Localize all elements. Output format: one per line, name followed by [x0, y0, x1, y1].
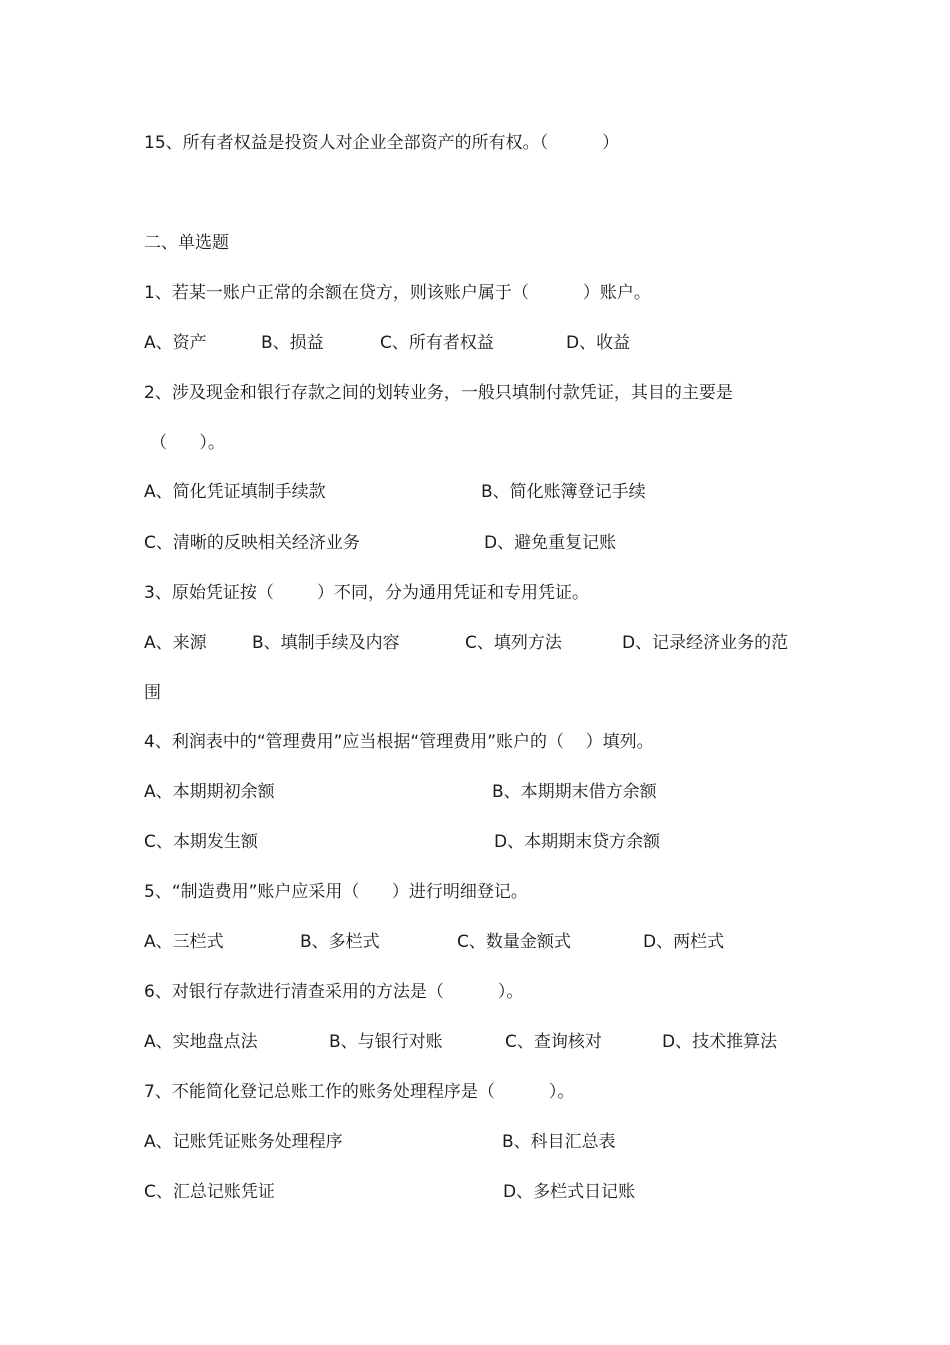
question-6-stem: 6、对银行存款进行清查采用的方法是（ ）。: [144, 982, 524, 1002]
question-5-stem: 5、“制造费用”账户应采用（ ）进行明细登记。: [144, 882, 528, 902]
question-5-option-a: A、三栏式: [144, 932, 224, 952]
question-4-option-a: A、本期期初余额: [144, 782, 275, 802]
question-7-option-d: D、多栏式日记账: [503, 1182, 636, 1202]
question-3-option-b: B、填制手续及内容: [252, 633, 400, 653]
question-4-option-b: B、本期期末借方余额: [492, 782, 657, 802]
question-4-option-d: D、本期期末贷方余额: [494, 832, 661, 852]
question-7-stem: 7、不能简化登记总账工作的账务处理程序是（ ）。: [144, 1082, 575, 1102]
question-2-option-a: A、简化凭证填制手续款: [144, 482, 326, 502]
question-7-option-b: B、科目汇总表: [502, 1132, 616, 1152]
question-2-stem-continuation: （ ）。: [150, 433, 225, 453]
question-6-option-a: A、实地盘点法: [144, 1032, 258, 1052]
question-2-option-b: B、简化账簿登记手续: [481, 482, 646, 502]
question-6-option-d: D、技术推算法: [662, 1032, 778, 1052]
question-2-option-c: C、清晰的反映相关经济业务: [144, 533, 360, 553]
question-5-option-d: D、两栏式: [643, 932, 725, 952]
question-1-option-a: A、资产: [144, 333, 207, 353]
question-15: 15、所有者权益是投资人对企业全部资产的所有权。（ ）: [144, 133, 620, 153]
question-5-option-c: C、数量金额式: [457, 932, 571, 952]
question-3-stem: 3、原始凭证按（ ）不同，分为通用凭证和专用凭证。: [144, 583, 590, 603]
question-7-option-a: A、记账凭证账务处理程序: [144, 1132, 343, 1152]
question-5-option-b: B、多栏式: [300, 932, 380, 952]
question-1-option-b: B、损益: [261, 333, 324, 353]
question-1-stem: 1、若某一账户正常的余额在贷方，则该账户属于（ ）账户。: [144, 283, 651, 303]
section-title: 二、单选题: [144, 233, 229, 253]
question-2-option-d: D、避免重复记账: [484, 533, 617, 553]
question-4-option-c: C、本期发生额: [144, 832, 258, 852]
question-2-stem: 2、涉及现金和银行存款之间的划转业务，一般只填制付款凭证，其目的主要是: [144, 383, 733, 403]
question-6-option-b: B、与银行对账: [329, 1032, 443, 1052]
question-1-option-d: D、收益: [566, 333, 631, 353]
question-1-option-c: C、所有者权益: [380, 333, 494, 353]
question-3-option-c: C、填列方法: [465, 633, 562, 653]
question-4-stem: 4、利润表中的“管理费用”应当根据“管理费用”账户的（ ）填列。: [144, 732, 654, 752]
question-3-option-d-continuation: 围: [144, 683, 161, 703]
question-6-option-c: C、查询核对: [505, 1032, 602, 1052]
question-3-option-d: D、记录经济业务的范: [622, 633, 789, 653]
question-3-option-a: A、来源: [144, 633, 207, 653]
question-7-option-c: C、汇总记账凭证: [144, 1182, 275, 1202]
